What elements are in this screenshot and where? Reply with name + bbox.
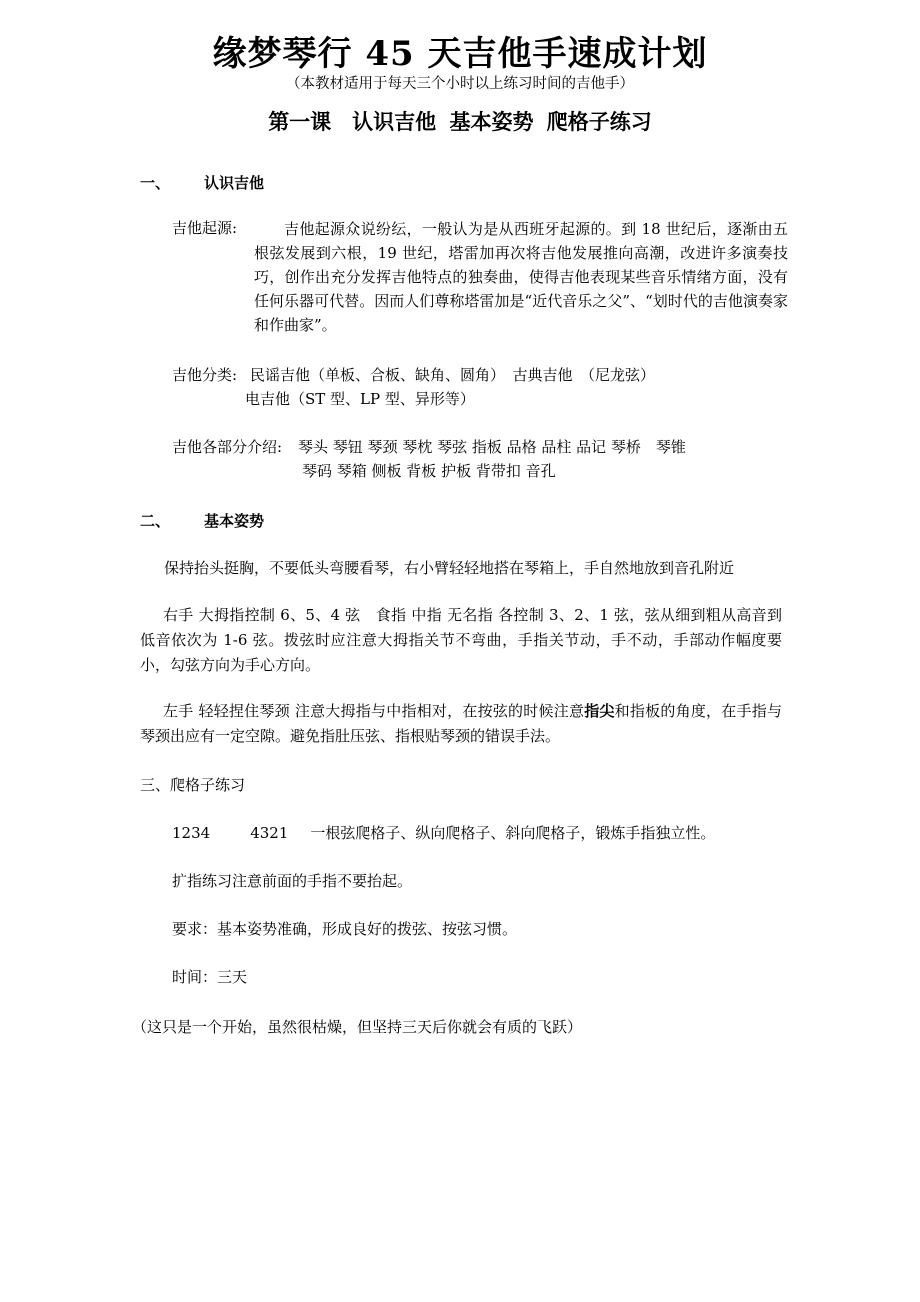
fingertip-emphasis: 指尖 [584, 702, 615, 720]
pattern-4321: 4321 [250, 824, 289, 842]
parts-line-2: 琴码 琴箱 侧板 背板 护板 背带扣 音孔 [302, 462, 556, 480]
lesson-title: 第一课 认识吉他 基本姿势 爬格子练习 [268, 110, 652, 134]
parts-label: 吉他各部分介绍: [172, 438, 283, 456]
posture-text: 保持抬头挺胸，不要低头弯腰看琴，右小臂轻轻地搭在琴箱上，手自然地放到音孔附近 [164, 559, 735, 577]
parts-line-1: 琴头 琴钮 琴颈 琴枕 琴弦 指板 品格 品柱 品记 琴桥 琴锥 [298, 438, 686, 456]
closing-note: （这只是一个开始，虽然很枯燥，但坚持三天后你就会有质的飞跃） [132, 1018, 583, 1036]
left-hand-text-start: 左手 轻轻捏住琴颈 注意大拇指与中指相对，在按弦的时候注意 [163, 702, 585, 720]
section1-number: 一、 [140, 174, 171, 192]
section2-number: 二、 [140, 512, 171, 530]
time-text: 时间：三天 [172, 968, 248, 986]
left-hand-text-end: 和指板的角度，在手指与琴颈出应有一定空隙。避免指肚压弦、指根贴琴颈的错误手法。 [140, 702, 782, 745]
origin-text: 吉他起源众说纷纭，一般认为是从西班牙起源的。到 18 世纪后，逐渐由五根弦发展到六根，19 世纪，塔雷加再次将吉他发展推向高潮，改进许多演奏技巧，创作出充分发挥吉他特点的独奏曲，使得吉他表现某些音乐情绪方面，没有任何乐器可代替。因而人们尊称塔雷加是“近代音乐之父”、“划时代的吉他演奏家和作曲家”。 [254, 220, 788, 334]
category-line-1: 民谣吉他（单板、合板、缺角、圆角） 古典吉他 （尼龙弦） [250, 366, 656, 384]
stretch-text: 扩指练习注意前面的手指不要抬起。 [172, 872, 413, 890]
category-line-2: 电吉他（ST 型、LP 型、异形等） [245, 390, 475, 408]
right-hand-text: 右手 大拇指控制 6、5、4 弦 食指 中指 无名指 各控制 3、2、1 弦，弦从细到粗从高音到低音依次为 1-6 弦。拨弦时应注意大拇指关节不弯曲，手指关节动，手不动，手部动作幅度要小，勾弦方向为手心方向。 [140, 606, 782, 674]
section2-heading: 基本姿势 [204, 512, 265, 530]
origin-label: 吉他起源: [172, 219, 238, 237]
document-title: 缘梦琴行 45 天吉他手速成计划 [212, 34, 708, 74]
requirement-text: 要求：基本姿势准确，形成良好的拨弦、按弦习惯。 [172, 920, 518, 938]
pattern-text: 一根弦爬格子、纵向爬格子、斜向爬格子，锻炼手指独立性。 [310, 824, 716, 842]
left-hand-text [140, 699, 782, 749]
section1-heading: 认识吉他 [204, 174, 265, 192]
pattern-1234: 1234 [172, 824, 211, 842]
pattern-line [172, 822, 715, 843]
category-label: 吉他分类: [172, 366, 238, 384]
section3-heading: 三、爬格子练习 [140, 776, 246, 794]
document-subtitle: （本教材适用于每天三个小时以上练习时间的吉他手） [286, 76, 634, 92]
